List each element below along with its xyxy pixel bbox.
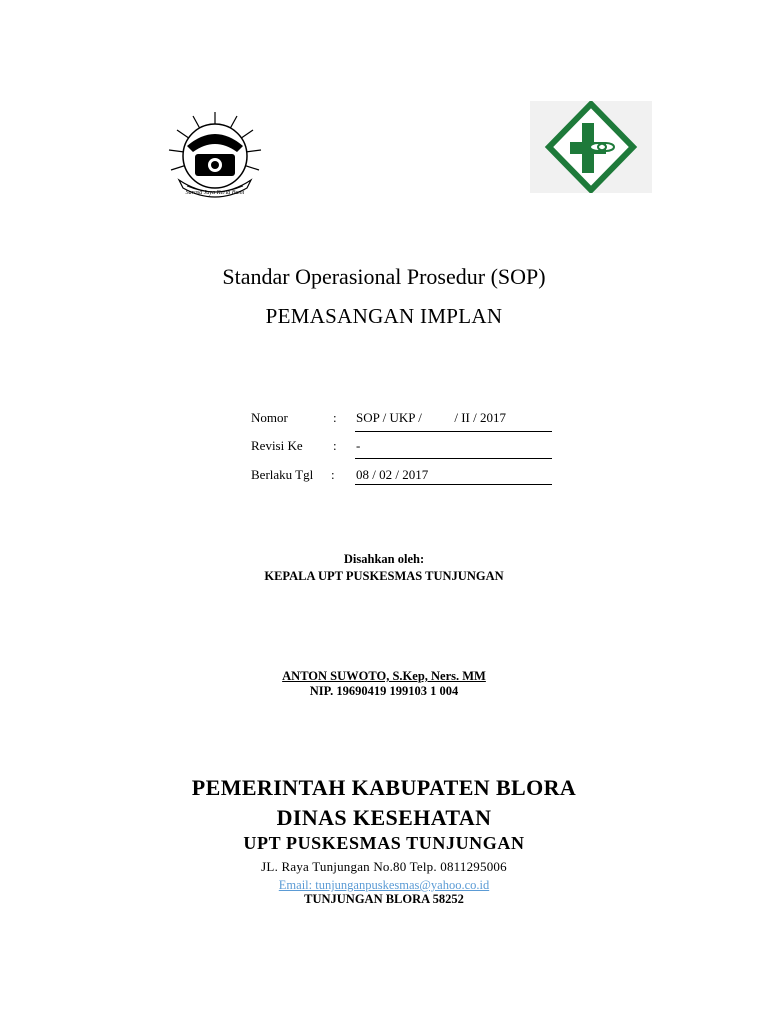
nomor-colon: : xyxy=(333,410,337,425)
email-link[interactable]: Email: tunjunganpuskesmas@yahoo.co.id xyxy=(278,878,490,892)
berlaku-label: Berlaku Tgl xyxy=(251,467,314,482)
revisi-colon: : xyxy=(333,438,337,453)
nomor-label: Nomor xyxy=(251,410,288,425)
signatory-nip: NIP. 19690419 199103 1 004 xyxy=(309,684,459,698)
puskesmas-green-cross-icon xyxy=(530,101,652,193)
unit-name: UPT PUSKESMAS TUNJUNGAN xyxy=(243,833,525,853)
puskesmas-logo xyxy=(530,101,652,193)
berlaku-underline xyxy=(355,484,552,485)
revisi-label: Revisi Ke xyxy=(251,438,303,453)
document-title: Standar Operasional Prosedur (SOP) xyxy=(222,264,546,289)
approval-label: Disahkan oleh: xyxy=(343,552,425,566)
revisi-underline xyxy=(355,458,552,459)
city-postcode: TUNJUNGAN BLORA 58252 xyxy=(304,892,464,906)
blora-regency-crest-icon xyxy=(165,108,265,204)
address: JL. Raya Tunjungan No.80 Telp. 0811295006 xyxy=(261,859,507,874)
signatory-name: ANTON SUWOTO, S.Kep, Ners. MM xyxy=(282,669,486,683)
approval-position: KEPALA UPT PUSKESMAS TUNJUNGAN xyxy=(264,569,504,583)
revisi-value: - xyxy=(356,438,361,453)
nomor-value: SOP / UKP / / II / 2017 xyxy=(356,410,506,425)
berlaku-value: 08 / 02 / 2017 xyxy=(356,467,429,482)
nomor-underline xyxy=(355,431,552,432)
signatory-name-row xyxy=(0,667,768,685)
government-name: PEMERINTAH KABUPATEN BLORA xyxy=(191,775,577,800)
svg-text:Sarasa Jaya Kerta Bumi: Sarasa Jaya Kerta Bumi xyxy=(185,190,245,196)
department-name: DINAS KESEHATAN xyxy=(276,805,492,830)
document-subtitle: PEMASANGAN IMPLAN xyxy=(265,304,503,328)
berlaku-colon: : xyxy=(331,467,335,482)
